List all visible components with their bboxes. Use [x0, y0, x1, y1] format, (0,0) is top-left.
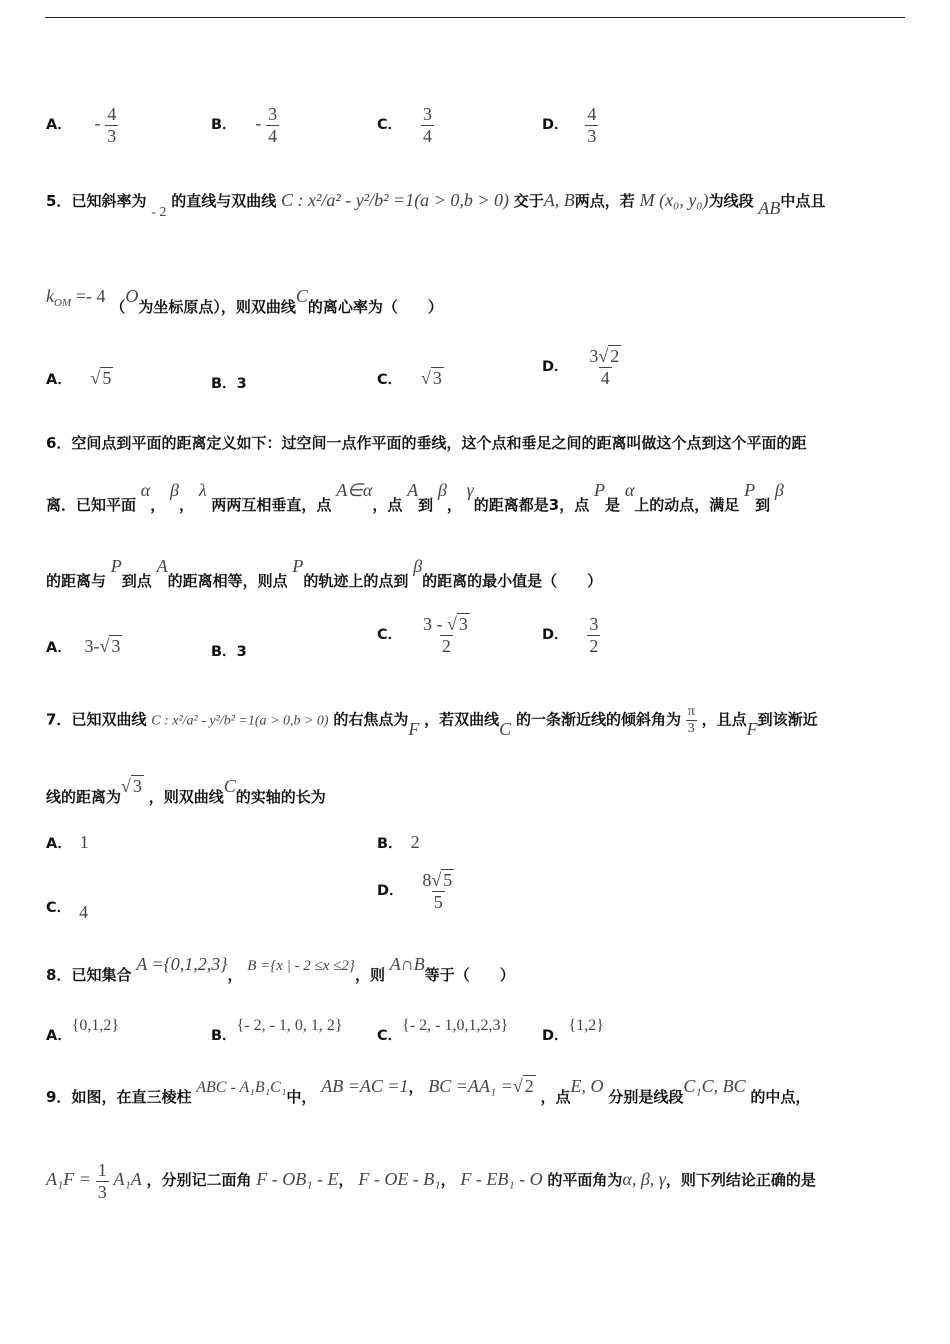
- q9-stem-line1: 9．如图，在直三棱柱 ABC - A₁B₁C₁中， AB =AC =1， BC =AA₁ =√ 2 ，点E, O 分别是线段C₁C, BC 的中点，: [46, 1076, 811, 1106]
- fraction: $\frac{4}{3}$: [107, 104, 117, 146]
- q7-option-a[interactable]: A． 1: [46, 832, 89, 852]
- q6-option-b[interactable]: B．3: [211, 644, 247, 660]
- q6-stem-line2: 离．已知平面 α， β， λ 两两互相垂直，点 A∈α，点 A到 β， γ的距离都是3，点 P是 α上的动点，满足 P到 β: [46, 480, 784, 514]
- q9-stem-line2: A₁F = $\frac{1}{3}$ A₁A ，分别记二面角 F - OB₁ - E， F - OE - B₁， F - EB₁ - O 的平面角为α, β, γ，则下列结论正确的是: [46, 1160, 816, 1202]
- q6-stem-line3: 的距离与 P到点 A的距离相等，则点 P的轨迹上的点到 β的距离的最小值是（ ）: [46, 556, 603, 590]
- q6-option-c[interactable]: C． $\frac{3 - √ 3}{2}$: [377, 614, 468, 656]
- header-rule: [45, 17, 905, 18]
- q6-option-a[interactable]: A． 3-√ 3: [46, 636, 121, 656]
- q7-stem-line2: 线的距离为√ 3 ，则双曲线C的实轴的长为: [46, 776, 326, 806]
- hyperbola-equation: C : x²/a² - y²/b² =1(a > 0,b > 0): [151, 713, 329, 729]
- q7-option-b[interactable]: B． 2: [377, 832, 420, 852]
- q4-option-c[interactable]: C． $\frac{3}{4}$: [377, 104, 432, 146]
- fraction: $\frac{3}{4}$: [422, 104, 432, 146]
- q5-stem-line1: 5．已知斜率为 - 2 的直线与双曲线 C : x²/a² - y²/b² =1(a > 0,b > 0) 交于A, B两点，若 M (x₀, y₀)为线段 AB中点且: [46, 190, 826, 220]
- q7-stem-line1: 7．已知双曲线 C : x²/a² - y²/b² =1(a > 0,b > 0) 的右焦点为F ，若双曲线C 的一条渐近线的倾斜角为 $\frac{\pi}{3}$ ，且点F到该渐近: [46, 704, 818, 739]
- q5-stem-line2: $k_{OM} =- 4$ （O为坐标原点），则双曲线C的离心率为（ ）: [46, 286, 443, 316]
- fraction: $\frac{3}{4}$: [268, 104, 278, 146]
- q5-option-d[interactable]: D． $\frac{3√ 2}{4}$: [542, 346, 620, 388]
- q6-stem-line1: 6．空间点到平面的距离定义如下：过空间一点作平面的垂线，这个点和垂足之间的距离叫做这个点到这个平面的距: [46, 434, 807, 452]
- q5-option-c[interactable]: C． √ 3: [377, 368, 442, 388]
- fraction: $\frac{4}{3}$: [587, 104, 597, 146]
- q4-option-a[interactable]: A． - $\frac{4}{3}$: [46, 104, 117, 146]
- q8-option-a[interactable]: A．{0,1,2}: [46, 1017, 120, 1044]
- q7-option-c[interactable]: C． 4: [46, 900, 89, 922]
- q7-option-d[interactable]: D． $\frac{8√ 5}{5}$: [377, 870, 453, 912]
- q8-option-d[interactable]: D．{1,2}: [542, 1017, 604, 1044]
- q5-option-b[interactable]: B．3: [211, 376, 247, 392]
- hyperbola-equation: C : x²/a² - y²/b² =1(a > 0,b > 0): [280, 190, 509, 210]
- q4-option-b[interactable]: B． - $\frac{3}{4}$: [211, 104, 278, 146]
- q5-option-a[interactable]: A． √ 5: [46, 368, 112, 388]
- q6-option-d[interactable]: D． $\frac{3}{2}$: [542, 614, 599, 656]
- q8-stem: 8．已知集合 A ={0,1,2,3}， B ={x | - 2 ≤x ≤2}，则 A∩B等于（ ）: [46, 954, 515, 984]
- q4-option-d[interactable]: D． $\frac{4}{3}$: [542, 104, 597, 146]
- q8-option-b[interactable]: B．{- 2, - 1, 0, 1, 2}: [211, 1017, 343, 1044]
- q8-option-c[interactable]: C．{- 2, - 1,0,1,2,3}: [377, 1017, 509, 1044]
- option-label: A．: [46, 117, 72, 134]
